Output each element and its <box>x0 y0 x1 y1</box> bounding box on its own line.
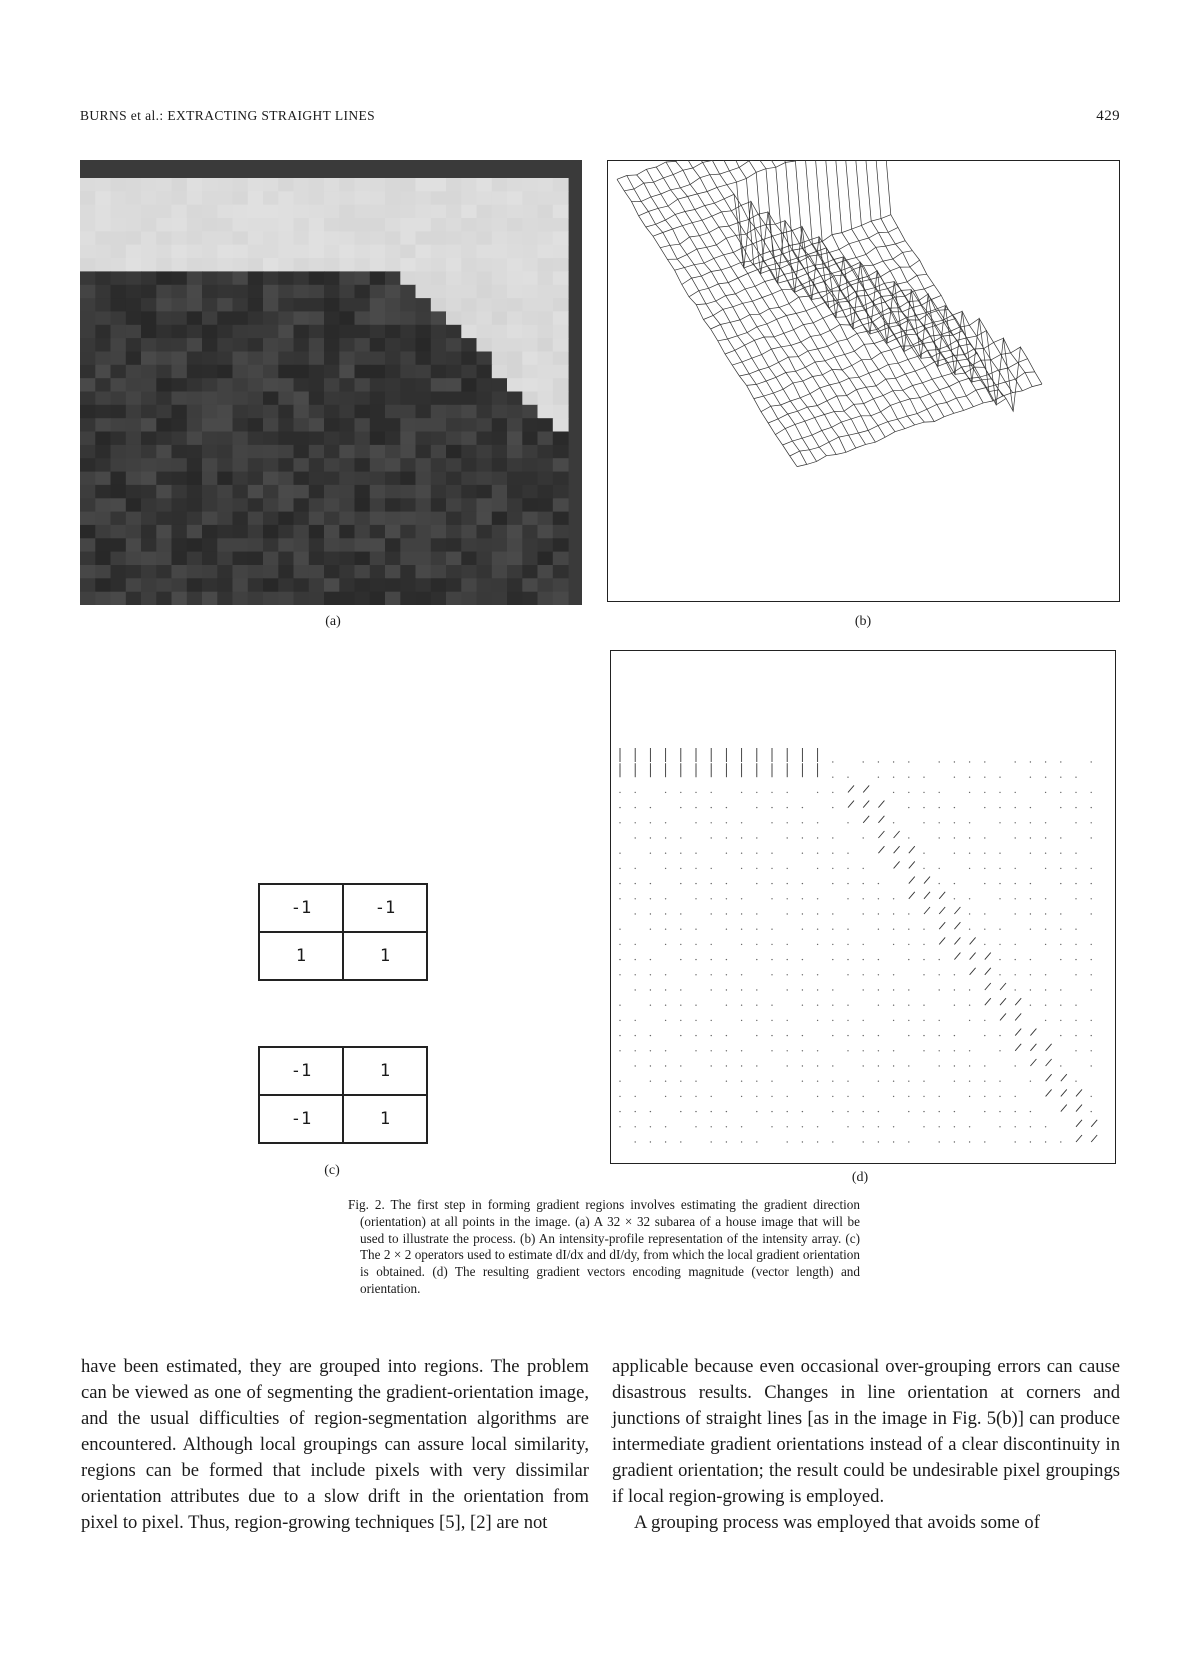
running-header <box>80 108 1120 128</box>
panel-label-a: (a) <box>325 614 341 629</box>
figure-caption-text: Fig. 2. The first step in forming gradient regions involves estimating the gradient direction (orientation) at all points in the image. (a) A 32 × 32 subarea of a house image that will be used to illustrate the process. (b) An intensity-profile representation of the intensity array. (c) The 2 × 2 operators used to estimate dI/dx and dI/dy, from which the local gradient orientation is obtained. (d) The resulting gradient vectors encoding magnitude (vector length) and orientation. <box>348 1197 860 1296</box>
running-title: BURNS et al.: EXTRACTING STRAIGHT LINES <box>80 108 376 123</box>
figure-caption <box>348 1197 860 1298</box>
kernel-dx-cell: -1 <box>343 884 427 932</box>
kernel-dx-cell: -1 <box>259 884 343 932</box>
body-paragraph: have been estimated, they are grouped into regions. The problem can be viewed as one of segmenting the gradient-orientation image, and the usual difficulties of region-segmentation algorithms are encountered. Although local groupings can assure local similarity, regions can be formed that include pixels with very dissimilar orientation attributes due to a slow drift in the orientation from pixel to pixel. Thus, region-growing techniques [5], [2] are not <box>81 1356 589 1533</box>
body-paragraph: A grouping process was employed that avoids some of <box>634 1512 1040 1533</box>
kernel-dy-cell: -1 <box>259 1095 343 1143</box>
kernel-dx-cell: 1 <box>343 932 427 980</box>
figure-panel-b-intensity-profile <box>607 160 1120 602</box>
panel-label-d: (d) <box>851 1170 869 1185</box>
panel-label-c: (c) <box>324 1163 340 1178</box>
gradient-vector-field <box>610 650 1116 1164</box>
kernel-dy-cell: 1 <box>343 1047 427 1095</box>
kernel-dy-cell: -1 <box>259 1047 343 1095</box>
kernel-dx-cell: 1 <box>259 932 343 980</box>
figure-panel-a-intensity-image <box>80 160 582 605</box>
page-number: 429 <box>1096 108 1120 124</box>
figure-panel-d-gradient-vectors <box>610 650 1116 1164</box>
body-column-left <box>81 1354 589 1536</box>
intensity-image <box>80 160 582 605</box>
operator-dy-kernel <box>258 1046 428 1144</box>
body-paragraph: applicable because even occasional over-grouping errors can cause disastrous results. Changes in line orientation at corners and junctions of straight lines [as in the image in Fig. 5(b)] can produce intermediate gradient orientations instead of a clear discontinuity in gradient orientation; the result could be undesirable pixel groupings if local region-growing is employed. <box>612 1356 1120 1507</box>
operator-dx-kernel <box>258 883 428 981</box>
intensity-profile-wireframe <box>607 160 1120 602</box>
panel-label-b: (b) <box>854 614 872 629</box>
body-column-right <box>612 1354 1120 1536</box>
kernel-dy-cell: 1 <box>343 1095 427 1143</box>
